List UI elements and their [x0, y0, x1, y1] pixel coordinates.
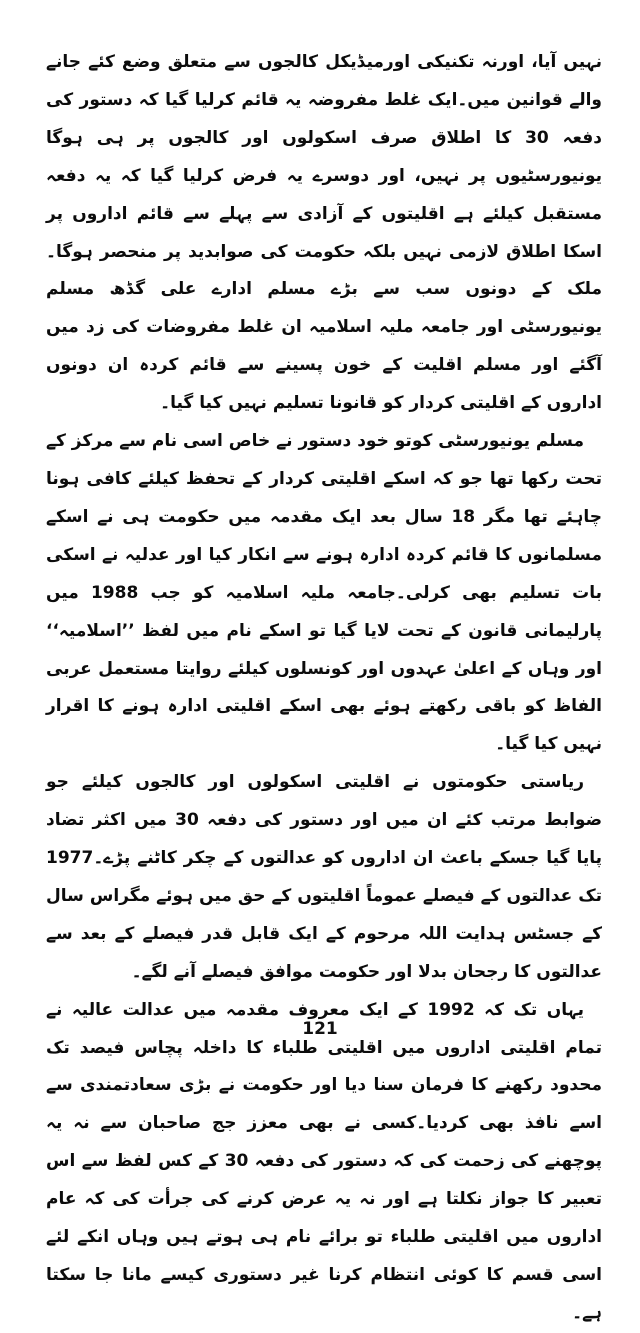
- page-number: 121: [302, 1019, 338, 1039]
- paragraph-4: یہاں تک کہ 1992 کے ایک معروف مقدمہ میں عدالت عالیہ نے تمام اقلیتی اداروں میں اقلیتی طلباء کا داخلہ پچاس فیصد تک محدود رکھنے کا فرمان سنا دیا اور حکومت نے بڑی سعادتمندی سے اسے نافذ بھی کردیا۔کسی نے بھی معزز جج صاحبان سے نہ یہ پوچھنے کی زحمت کی کہ دستور کی دفعہ 30 کے کس لفظ سے اس تعبیر کا جواز نکلتا ہے اور نہ یہ عرض کرنے کی جرأت کی کہ عام اداروں میں اقلیتی طلباء تو برائے نام ہی ہوتے ہیں وہاں انکے لئے اسی قسم کا کوئی انتظام کرنا غیر دستوری کیسے مانا جا سکتا ہے۔: [46, 999, 602, 1323]
- paragraph-1: نہیں آیا، اورنہ تکنیکی اورمیڈیکل کالجوں سے متعلق وضع کئے جانے والے قوانین میں۔ایک غلط مفروضہ یہ قائم کرلیا گیا کہ دستور کی دفعہ 30 کا اطلاق صرف اسکولوں اور کالجوں پر ہی ہوگا یونیورسٹیوں پر نہیں، اور دوسرے یہ فرض کرلیا گیا کہ یہ دفعہ مستقبل کیلئے ہے اقلیتوں کے آزادی سے پہلے سے قائم اداروں پر اسکا اطلاق لازمی نہیں بلکہ حکومت کی صوابدید پر منحصر ہوگا۔ملک کے دونوں سب سے بڑے مسلم ادارے علی گڈھ مسلم یونیورسٹی اور جامعہ ملیہ اسلامیہ ان غلط مفروضات کی زد میں آگئے اور مسلم اقلیت کے خون پسینے سے قائم کردہ ان دونوں اداروں کے اقلیتی کردار کو قانونا تسلیم نہیں کیا گیا۔: [46, 52, 602, 414]
- page-body-text: [46, 44, 602, 1333]
- paragraph-3: ریاستی حکومتوں نے اقلیتی اسکولوں اور کالجوں کیلئے جو ضوابط مرتب کئے ان میں اور دستور کی دفعہ 30 میں اکثر تضاد پایا گیا جسکے باعث ان اداروں کو عدالتوں کے چکر کاٹنے پڑے۔1977 تک عدالتوں کے فیصلے عموماً اقلیتوں کے حق میں ہوئے مگراس سال کے جسٹس ہدایت اللہ مرحوم کے ایک قابل قدر فیصلے کے بعد سے عدالتوں کا رجحان بدلا اور حکومت موافق فیصلے آنے لگے۔: [46, 772, 602, 982]
- paragraph-2: مسلم یونیورسٹی کوتو خود دستور نے خاص اسی نام سے مرکز کے تحت رکھا تھا جو کہ اسکے اقلیتی کردار کے تحفظ کیلئے کافی ہونا چاہئے تھا مگر 18 سال بعد ایک مقدمہ میں حکومت ہی نے اسکے مسلمانوں کا قائم کردہ ادارہ ہونے سے انکار کیا اور عدلیہ نے اسکی بات تسلیم بھی کرلی۔جامعہ ملیہ اسلامیہ کو جب 1988 میں پارلیمانی قانون کے تحت لایا گیا تو اسکے نام میں لفظ ’’اسلامیہ‘‘ اور وہاں کے اعلیٰ عہدوں اور کونسلوں کیلئے روایتا مستعمل عربی الفاظ کو باقی رکھتے ہوئے بھی اسکے اقلیتی ادارہ ہونے کا اقرار نہیں کیا گیا۔: [46, 431, 603, 755]
